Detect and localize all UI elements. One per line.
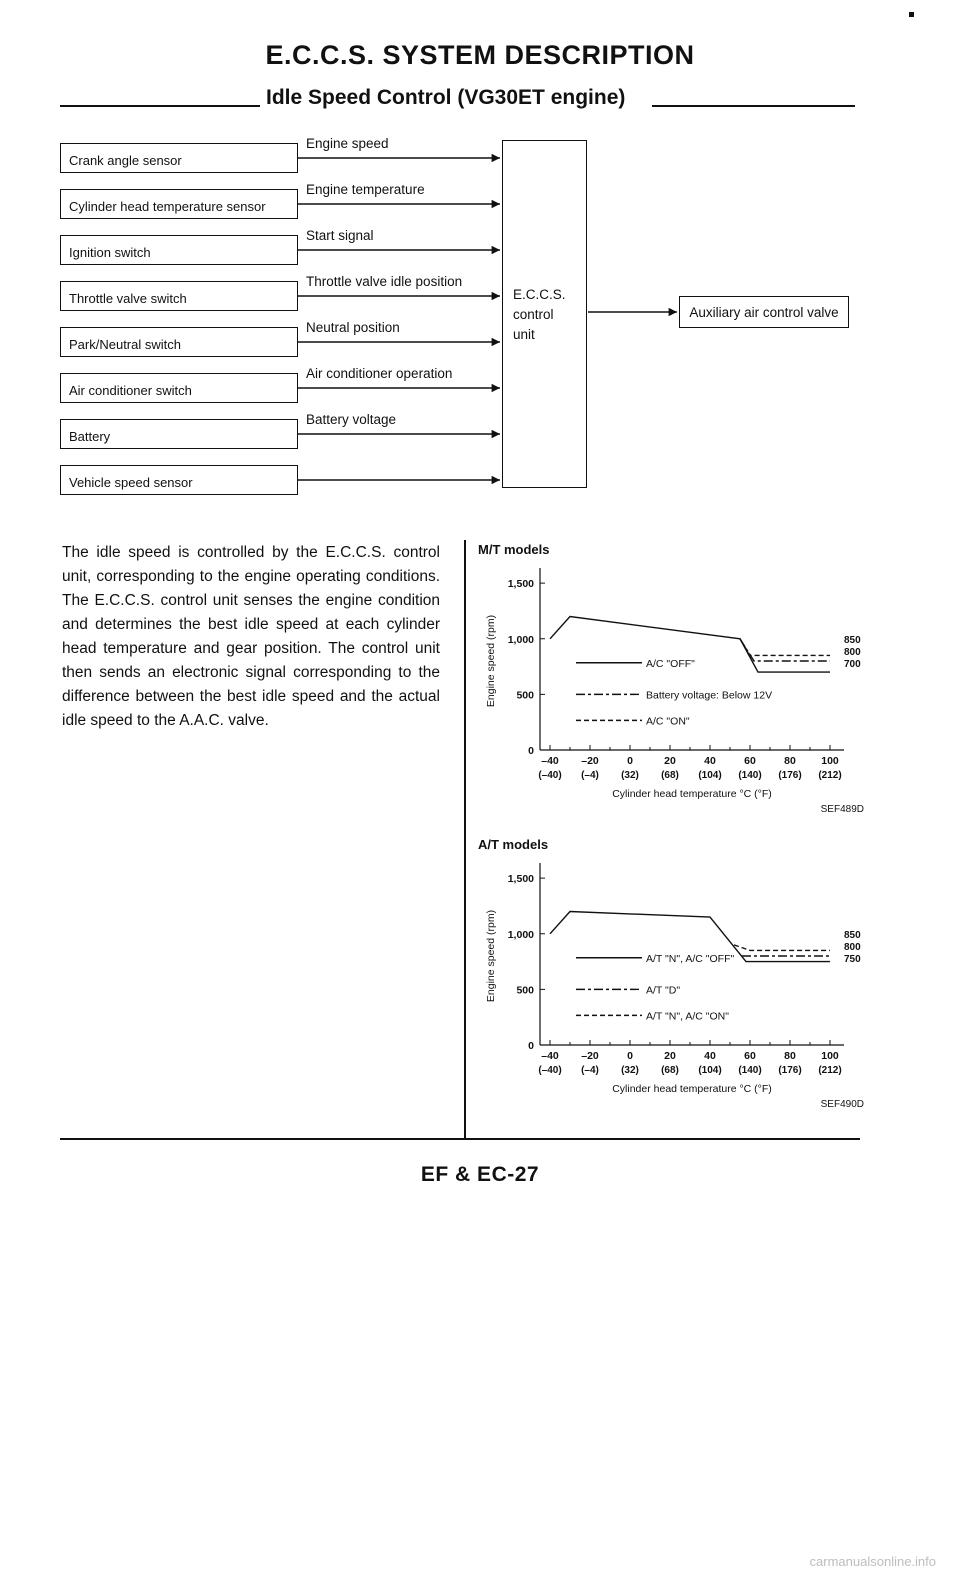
page-title: E.C.C.S. SYSTEM DESCRIPTION (265, 40, 695, 70)
chart-at-models (466, 833, 886, 1125)
at-end-label: 800 (844, 941, 861, 953)
output-box-auxiliary-air-control-valve: Auxiliary air control valve (679, 296, 849, 328)
signal-label-throttle-idle-position: Throttle valve idle position (306, 274, 463, 289)
chart-mt-models (466, 538, 886, 830)
mt-series-3 (740, 639, 830, 656)
at-x-tick-label-f: (212) (818, 1065, 842, 1076)
mt-x-tick-label-c: –20 (581, 755, 599, 767)
ecu-label-line-3: unit (513, 327, 535, 342)
mt-y-tick-label: 500 (516, 689, 534, 702)
input-box-air-conditioner-switch: Air conditioner switch (60, 373, 298, 403)
input-box-cylinder-head-temperature-sensor: Cylinder head temperature sensor (60, 189, 298, 219)
at-x-tick-label-c: 100 (821, 1050, 839, 1062)
section-subtitle: Idle Speed Control (VG30ET engine) (266, 86, 626, 109)
ecu-label-line-1: E.C.C.S. (513, 287, 566, 302)
mt-series-2 (740, 639, 830, 661)
mt-end-label: 700 (844, 658, 861, 670)
mt-legend-label-2: Battery voltage: Below 12V (646, 689, 773, 702)
at-x-tick-label-c: –20 (581, 1050, 599, 1062)
watermark-text: carmanualsonline.info (809, 1554, 936, 1569)
at-legend-label-2: A/T "D" (646, 984, 681, 997)
mt-x-tick-label-c: 40 (704, 755, 716, 767)
input-box-park-neutral-switch: Park/Neutral switch (60, 327, 298, 357)
at-x-tick-label-c: –40 (541, 1050, 559, 1062)
at-x-tick-label-f: (104) (698, 1065, 722, 1076)
at-legend-label-1: A/T "N", A/C "OFF" (646, 952, 735, 965)
mt-end-label: 850 (844, 634, 861, 646)
mt-x-tick-label-f: (176) (778, 770, 802, 781)
at-x-tick-label-f: (–40) (538, 1065, 562, 1076)
signal-label-engine-speed: Engine speed (306, 136, 389, 151)
diagram-connectors (0, 0, 960, 520)
ecu-label-line-2: control (513, 307, 554, 322)
at-end-label: 750 (844, 953, 861, 965)
ecu-box (502, 140, 587, 488)
signal-label-engine-temperature: Engine temperature (306, 182, 425, 197)
at-y-tick-label: 0 (528, 1040, 534, 1052)
at-x-tick-label-c: 20 (664, 1050, 676, 1062)
mt-x-tick-label-f: (104) (698, 770, 722, 781)
bottom-rule (60, 1138, 860, 1140)
at-x-tick-label-f: (–4) (581, 1065, 599, 1076)
at-x-tick-label-f: (176) (778, 1065, 802, 1076)
mt-y-tick-label: 1,500 (507, 578, 534, 591)
at-x-tick-label-c: 0 (627, 1050, 633, 1062)
input-box-vehicle-speed-sensor: Vehicle speed sensor (60, 465, 298, 495)
at-end-label: 850 (844, 929, 861, 941)
mt-end-label: 800 (844, 646, 861, 658)
signal-label-battery-voltage: Battery voltage (306, 412, 397, 427)
mt-x-tick-label-f: (–40) (538, 770, 562, 781)
mt-figure-code: SEF489D (820, 804, 864, 815)
mt-y-axis-title: Engine speed (rpm) (485, 614, 497, 708)
signal-label-neutral-position: Neutral position (306, 320, 400, 335)
mt-x-tick-label-f: (212) (818, 770, 842, 781)
at-series-3 (734, 945, 830, 951)
mt-legend-label-3: A/C "ON" (646, 715, 690, 728)
at-figure-code: SEF490D (820, 1099, 864, 1110)
at-y-axis-title: Engine speed (rpm) (485, 909, 497, 1003)
input-box-throttle-valve-switch: Throttle valve switch (60, 281, 298, 311)
input-box-ignition-switch: Ignition switch (60, 235, 298, 265)
at-y-tick-label: 1,500 (507, 873, 534, 886)
mt-x-tick-label-f: (32) (621, 770, 639, 781)
mt-x-tick-label-f: (68) (661, 770, 679, 781)
page-number: EF & EC-27 (420, 1163, 540, 1186)
mt-legend-label-1: A/C "OFF" (646, 657, 695, 670)
mt-title: M/T models (478, 542, 550, 557)
at-y-tick-label: 500 (516, 984, 534, 997)
at-x-tick-label-c: 60 (744, 1050, 756, 1062)
mt-y-tick-label: 0 (528, 745, 534, 757)
at-x-tick-label-f: (68) (661, 1065, 679, 1076)
mt-x-tick-label-c: 80 (784, 755, 796, 767)
mt-x-tick-label-f: (140) (738, 770, 762, 781)
signal-label-air-conditioner-operation: Air conditioner operation (306, 366, 453, 381)
mt-x-axis-title: Cylinder head temperature °C (°F) (612, 788, 772, 800)
mt-y-tick-label: 1,000 (507, 633, 534, 646)
description-paragraph: The idle speed is controlled by the E.C.C.S. control unit, corresponding to the engine operating conditions. The E.C.C.S. control unit senses the engine condition and determines the best idle speed at each cylinder head temperature and gear position. The control unit then sends an electronic signal corresponding to the difference between the best idle speed and the actual idle speed to the A.A.C. valve. (62, 544, 440, 729)
at-x-tick-label-f: (140) (738, 1065, 762, 1076)
input-box-crank-angle-sensor: Crank angle sensor (60, 143, 298, 173)
at-x-tick-label-c: 80 (784, 1050, 796, 1062)
at-legend-label-3: A/T "N", A/C "ON" (646, 1010, 729, 1023)
mt-x-tick-label-c: 0 (627, 755, 633, 767)
mt-x-tick-label-c: 60 (744, 755, 756, 767)
signal-label-start-signal: Start signal (306, 228, 374, 243)
mt-x-tick-label-c: –40 (541, 755, 559, 767)
mt-x-tick-label-c: 100 (821, 755, 839, 767)
at-x-tick-label-f: (32) (621, 1065, 639, 1076)
at-title: A/T models (478, 837, 549, 852)
at-y-tick-label: 1,000 (507, 928, 534, 941)
at-x-tick-label-c: 40 (704, 1050, 716, 1062)
input-box-battery: Battery (60, 419, 298, 449)
at-x-axis-title: Cylinder head temperature °C (°F) (612, 1083, 772, 1095)
mt-x-tick-label-c: 20 (664, 755, 676, 767)
mt-x-tick-label-f: (–4) (581, 770, 599, 781)
